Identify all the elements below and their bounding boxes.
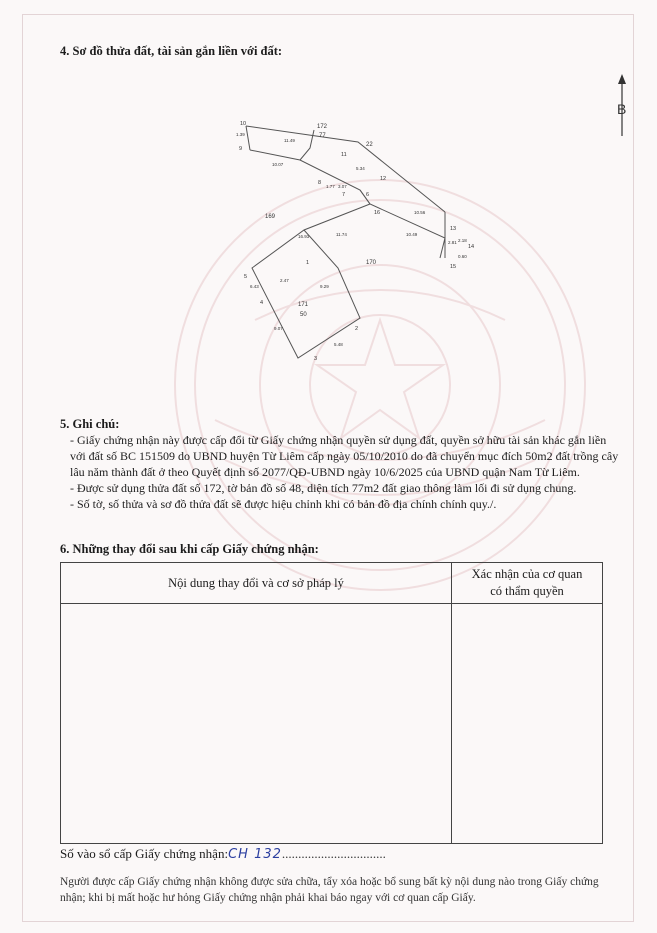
point-4: 4 <box>260 300 264 306</box>
parcel-171-area: 50 <box>300 312 307 318</box>
register-number-line <box>60 846 386 862</box>
point-1: 1 <box>306 260 310 266</box>
parcel-171-number: 171 <box>298 302 309 308</box>
edge-length: 2.18 <box>458 238 467 243</box>
edge-length: 16.93 <box>298 234 310 239</box>
edge-length: 1.77 <box>326 184 335 189</box>
point-10: 10 <box>240 121 247 127</box>
register-value: CH 132 <box>228 847 282 862</box>
point-2: 2 <box>355 326 359 332</box>
edge-length: 5.48 <box>334 342 343 347</box>
section5-title: 5. Ghi chú: <box>60 417 120 431</box>
point-3: 3 <box>314 356 318 362</box>
col-change-content: Nội dung thay đổi và cơ sở pháp lý <box>61 563 452 604</box>
edge-length: 10.49 <box>406 232 418 237</box>
point-15: 15 <box>450 264 457 270</box>
notes-list <box>62 432 622 512</box>
point-12: 12 <box>380 176 387 182</box>
section6-title: 6. Những thay đổi sau khi cấp Giấy chứng nhận: <box>60 542 319 556</box>
note-item: - Giấy chứng nhận này được cấp đổi từ Giấy chứng nhận quyền sử dụng đất, quyền sở hữu tài sản khác gắn liền với đất số BC 151509 do UBND huyện Từ Liêm cấp ngày 05/10/2010 do đã chuyển mục đích 50m2 đất trồng cây lâu năm thành đất ở theo Quyết định số 2077/QĐ-UBND ngày 10/6/2025 của UBND quận Nam Từ Liêm. <box>70 433 619 479</box>
point-9: 9 <box>239 146 243 152</box>
edge-length: 5.34 <box>356 166 365 171</box>
edge-length: 3.07 <box>338 184 347 189</box>
parcel-172-number: 172 <box>317 124 328 130</box>
confirmation-cell <box>452 604 603 844</box>
point-11: 11 <box>341 152 347 158</box>
edge-length: 1.39 <box>236 132 245 137</box>
note-item: - Số tờ, số thửa và sơ đồ thửa đất sẽ được hiệu chỉnh khi có bản đồ địa chính chính quy./. <box>70 497 497 511</box>
edge-length: 11.49 <box>284 138 295 143</box>
parcel-169-number: 169 <box>265 214 276 220</box>
footer-warning: Người được cấp Giấy chứng nhận không được sửa chữa, tẩy xóa hoặc bổ sung bất kỳ nội dung nào trong Giấy chứng nhận; khi bị mất hoặc hư hỏng Giấy chứng nhận phải khai báo ngay với cơ quan cấp Giấy. <box>60 876 599 904</box>
edge-length: 10.07 <box>272 162 284 167</box>
edge-length: 2.81 <box>448 240 457 245</box>
section4-title: 4. Sơ đồ thửa đất, tài sản gắn liền với đất: <box>60 44 283 58</box>
parcel-plan-diagram <box>210 108 500 368</box>
parcel-22-number: 22 <box>366 142 373 148</box>
north-arrow-icon <box>611 74 633 140</box>
edge-length: 2.47 <box>280 278 289 283</box>
col2-line1: Xác nhận của cơ quan <box>471 567 583 581</box>
register-dots: ................................ <box>281 846 386 861</box>
edge-length: 11.74 <box>336 232 347 237</box>
changes-table <box>60 562 603 844</box>
register-label: Số vào sổ cấp Giấy chứng nhận: <box>60 846 229 861</box>
point-5: 5 <box>244 274 248 280</box>
change-content-cell <box>61 604 452 844</box>
edge-length: 9.07 <box>274 326 283 331</box>
edge-length: 10.56 <box>414 210 426 215</box>
col2-line2: có thẩm quyền <box>490 584 564 598</box>
point-6: 6 <box>366 192 370 198</box>
point-8: 8 <box>318 180 322 186</box>
note-item: - Được sử dụng thửa đất số 172, tờ bản đồ số 48, diện tích 77m2 đất giao thông làm lối đi sử dụng chung. <box>70 481 577 495</box>
point-16: 16 <box>374 210 381 216</box>
north-label: B <box>617 101 627 117</box>
point-14: 14 <box>468 244 475 250</box>
parcel-172-area: 77 <box>319 133 326 139</box>
parcel-170-number: 170 <box>366 260 377 266</box>
point-13: 13 <box>450 226 457 232</box>
edge-length: 9.29 <box>320 284 329 289</box>
point-7: 7 <box>342 192 346 198</box>
edge-length: 0.60 <box>458 254 467 259</box>
edge-length: 6.43 <box>250 284 259 289</box>
col-authority-confirmation <box>452 563 603 604</box>
